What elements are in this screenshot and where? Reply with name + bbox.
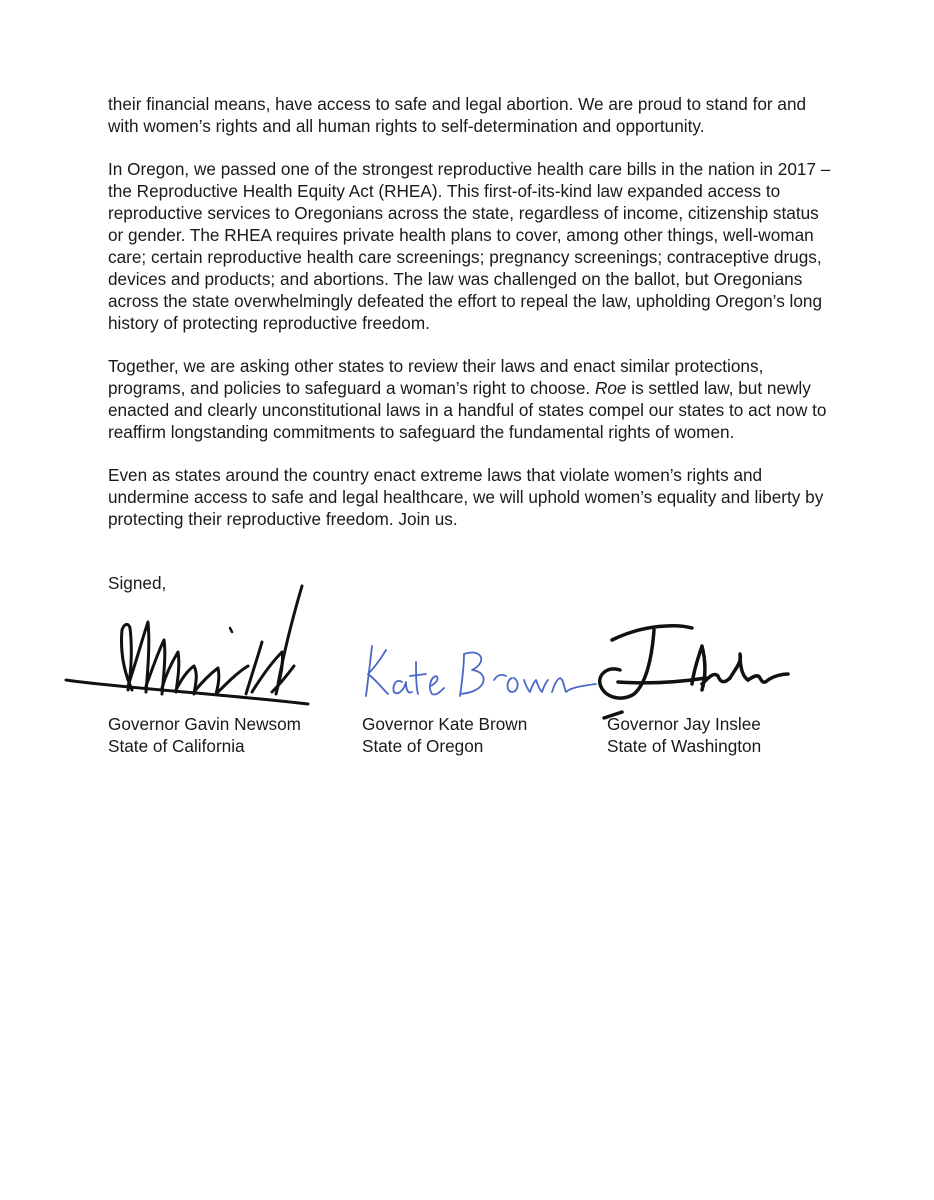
paragraph-3 [108, 356, 836, 444]
signer-brown-title: Governor Kate Brown [362, 714, 528, 734]
signature-inslee [594, 618, 794, 728]
signer-brown [362, 714, 527, 757]
signed-label: Signed, [108, 573, 167, 593]
signer-newsom-title: Governor Gavin Newsom [108, 714, 301, 734]
paragraph-3-end: is settled law, but newly enacted and clearly unconstitutional laws in a handful of states compel our states to act now to reaffirm longstanding commitments to safeguard the fundamental rights of women. [108, 377, 827, 442]
signature-brown [360, 636, 600, 706]
signer-brown-state: State of Oregon [362, 735, 484, 756]
signer-inslee-state: State of Washington [607, 735, 762, 756]
signer-inslee [607, 714, 761, 757]
signer-newsom-state: State of California [108, 735, 245, 756]
signer-newsom [108, 714, 301, 757]
roe-italic: Roe [594, 377, 627, 398]
letter-body [108, 94, 836, 552]
paragraph-3-start: Together, we are asking other states to review their laws and enact similar protections, programs, and policies to safeguard a woman’s right to choose. [108, 356, 764, 398]
paragraph-2: In Oregon, we passed one of the strongest reproductive health care bills in the nation in 2017 – the Reproductive Health Equity Act (RHEA). This first-of-its-kind law expanded access to reproductive services to Oregonians across the state, regardless of income, citizenship status or gender. The RHEA requires private health plans to cover, among other things, well-woman care; certain reproductive health care screenings; pregnancy screenings; contraceptive drugs, devices and products; and abortions. The law was challenged on the ballot, but Oregonians across the state overwhelmingly defeated the effort to repeal the law, upholding Oregon’s long history of protecting reproductive freedom. [108, 159, 831, 333]
signature-newsom [62, 582, 312, 722]
paragraph-4: Even as states around the country enact extreme laws that violate women’s rights and undermine access to safe and legal healthcare, we will uphold women’s equality and liberty by protecting their reproductive freedom. Join us. [108, 465, 824, 529]
signer-inslee-title: Governor Jay Inslee [607, 714, 761, 734]
paragraph-1: their financial means, have access to safe and legal abortion. We are proud to stand for and with women’s rights and all human rights to self-determination and opportunity. [108, 94, 807, 136]
